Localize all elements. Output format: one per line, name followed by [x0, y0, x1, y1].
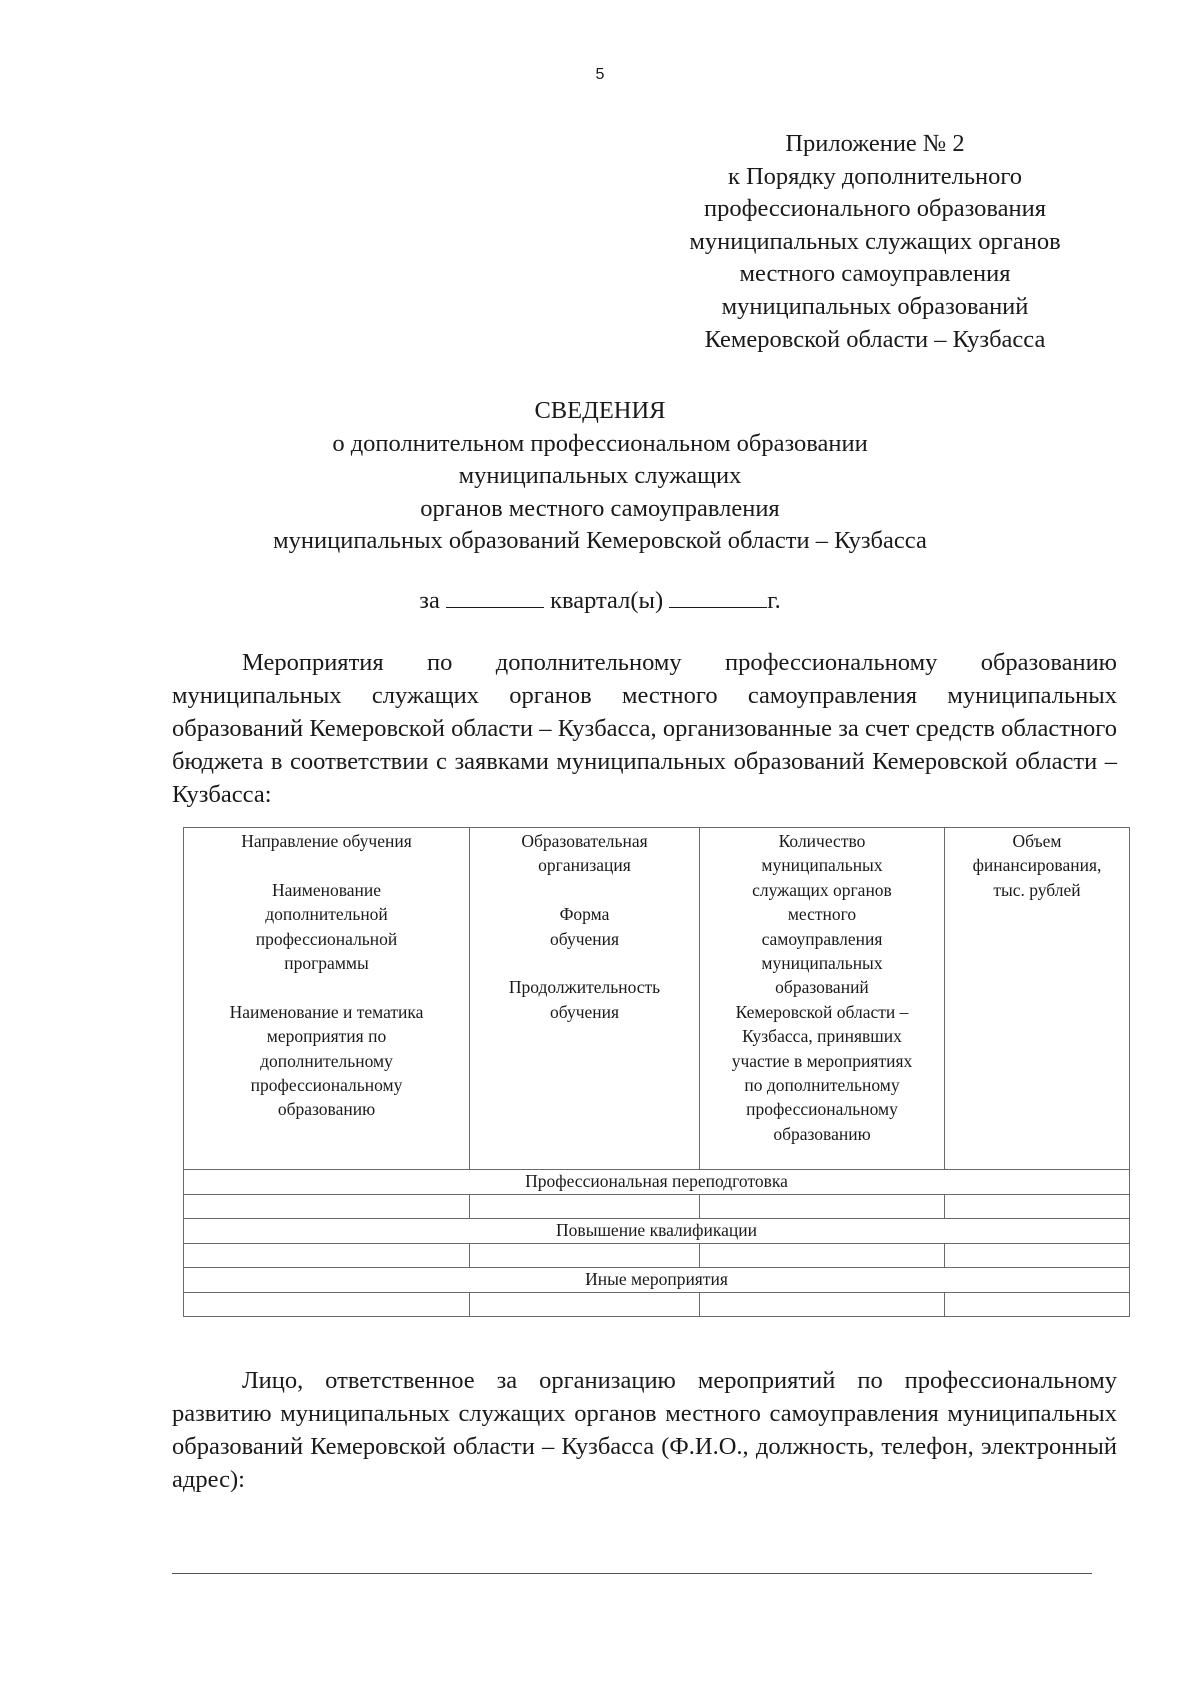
appendix-reference [640, 128, 1110, 356]
appendix-line: местного самоуправления [739, 260, 1011, 288]
title-heading: СВЕДЕНИЯ [534, 397, 666, 424]
appendix-line: муниципальных служащих органов [689, 227, 1061, 255]
appendix-line: Приложение № 2 [785, 130, 965, 157]
header-text: образований [775, 977, 869, 998]
header-text: участие в мероприятиях [731, 1050, 913, 1071]
period-middle: квартал(ы) [550, 587, 664, 614]
intro-paragraph [172, 646, 1117, 811]
table-header-row [184, 828, 1130, 1170]
table-section-row [184, 1170, 1130, 1195]
period-prefix: за [419, 587, 440, 614]
header-text: профессиональной [255, 928, 398, 949]
header-text: мероприятия по [266, 1026, 387, 1047]
table-cell[interactable] [945, 1195, 1130, 1219]
responsible-person-paragraph [172, 1364, 1117, 1496]
header-text: тыс. рублей [993, 879, 1081, 900]
table-cell[interactable] [945, 1293, 1130, 1317]
title-line: органов местного самоуправления [420, 494, 780, 522]
header-text: обучения [549, 1001, 620, 1022]
header-text: по дополнительному [744, 1075, 900, 1096]
table-cell[interactable] [470, 1293, 700, 1317]
section-professional-retraining: Профессиональная переподготовка [184, 1170, 1130, 1195]
table-cell[interactable] [700, 1244, 945, 1268]
header-text: муниципальных [761, 953, 883, 974]
page-number: 5 [595, 66, 605, 83]
appendix-line: профессионального образования [703, 195, 1047, 223]
table-section-row [184, 1268, 1130, 1293]
year-blank-field[interactable] [669, 585, 767, 608]
header-text: организация [538, 855, 631, 876]
header-funding-volume [945, 828, 1130, 1170]
quarter-blank-field[interactable] [446, 585, 544, 608]
responsible-person-blank-line[interactable] [172, 1573, 1092, 1574]
header-text: Продолжительность [508, 977, 661, 998]
document-title [0, 395, 1200, 558]
header-text: профессиональному [250, 1075, 403, 1096]
table-row [184, 1195, 1130, 1219]
table-cell[interactable] [700, 1293, 945, 1317]
header-text: дополнительной [265, 904, 388, 925]
header-training-direction [184, 828, 470, 1170]
header-text: местного [787, 904, 857, 925]
title-line: о дополнительном профессиональном образовании [332, 429, 868, 457]
header-text: обучения [549, 928, 620, 949]
responsible-person-text: Лицо, ответственное за организацию мероприятий по профессиональному развитию муниципальных служащих органов местного самоуправления муниципальных образований Кемеровской области – Кузбасса (Ф.И.О., должность, телефон, электронный адрес): [172, 1367, 1117, 1493]
header-text: образованию [277, 1099, 376, 1120]
section-other-activities: Иные мероприятия [184, 1268, 1130, 1293]
header-text: Образовательная [521, 831, 648, 851]
table-section-row [184, 1219, 1130, 1244]
header-text: служащих органов [752, 879, 892, 900]
header-text: Наименование [271, 879, 382, 900]
header-text: программы [284, 953, 369, 974]
appendix-line: к Порядку дополнительного [727, 162, 1023, 190]
table-cell[interactable] [945, 1244, 1130, 1268]
table-cell[interactable] [184, 1293, 470, 1317]
table-cell[interactable] [184, 1195, 470, 1219]
table-row [184, 1293, 1130, 1317]
table-row [184, 1244, 1130, 1268]
table-cell[interactable] [470, 1244, 700, 1268]
appendix-line: муниципальных образований [721, 292, 1029, 320]
title-line: муниципальных образований Кемеровской области – Кузбасса [273, 527, 927, 555]
header-text: Направление обучения [241, 831, 412, 851]
measures-table [183, 827, 1130, 1317]
section-qualification-upgrade: Повышение квалификации [184, 1219, 1130, 1244]
header-text: Кузбасса, принявших [742, 1026, 902, 1047]
header-text: самоуправления [761, 928, 883, 949]
header-text: финансирования, [972, 855, 1102, 876]
header-participant-count [700, 828, 945, 1170]
table-cell[interactable] [700, 1195, 945, 1219]
header-text: Форма [559, 904, 610, 925]
header-text: Количество [778, 831, 866, 851]
intro-paragraph-text: Мероприятия по дополнительному профессиональному образованию муниципальных служащих органов местного самоуправления муниципальных образований Кемеровской области – Кузбасса, организованные за счет средств областного бюджета в соответствии с заявками муниципальных образований Кемеровской области – Кузбасса: [172, 649, 1117, 808]
reporting-period [0, 585, 1200, 617]
header-text: профессиональному [746, 1099, 898, 1120]
title-line: муниципальных служащих [458, 462, 742, 490]
period-suffix: г. [767, 587, 781, 614]
table-cell[interactable] [470, 1195, 700, 1219]
header-text: Объем [1012, 831, 1062, 851]
header-text: муниципальных [761, 855, 883, 876]
header-text: Кемеровской области – [735, 1001, 909, 1022]
header-educational-organization [470, 828, 700, 1170]
header-text: образованию [773, 1123, 871, 1144]
table-cell[interactable] [184, 1244, 470, 1268]
appendix-line: Кемеровской области – Кузбасса [704, 325, 1046, 353]
header-text: дополнительному [260, 1050, 393, 1071]
header-text: Наименование и тематика [229, 1001, 424, 1022]
